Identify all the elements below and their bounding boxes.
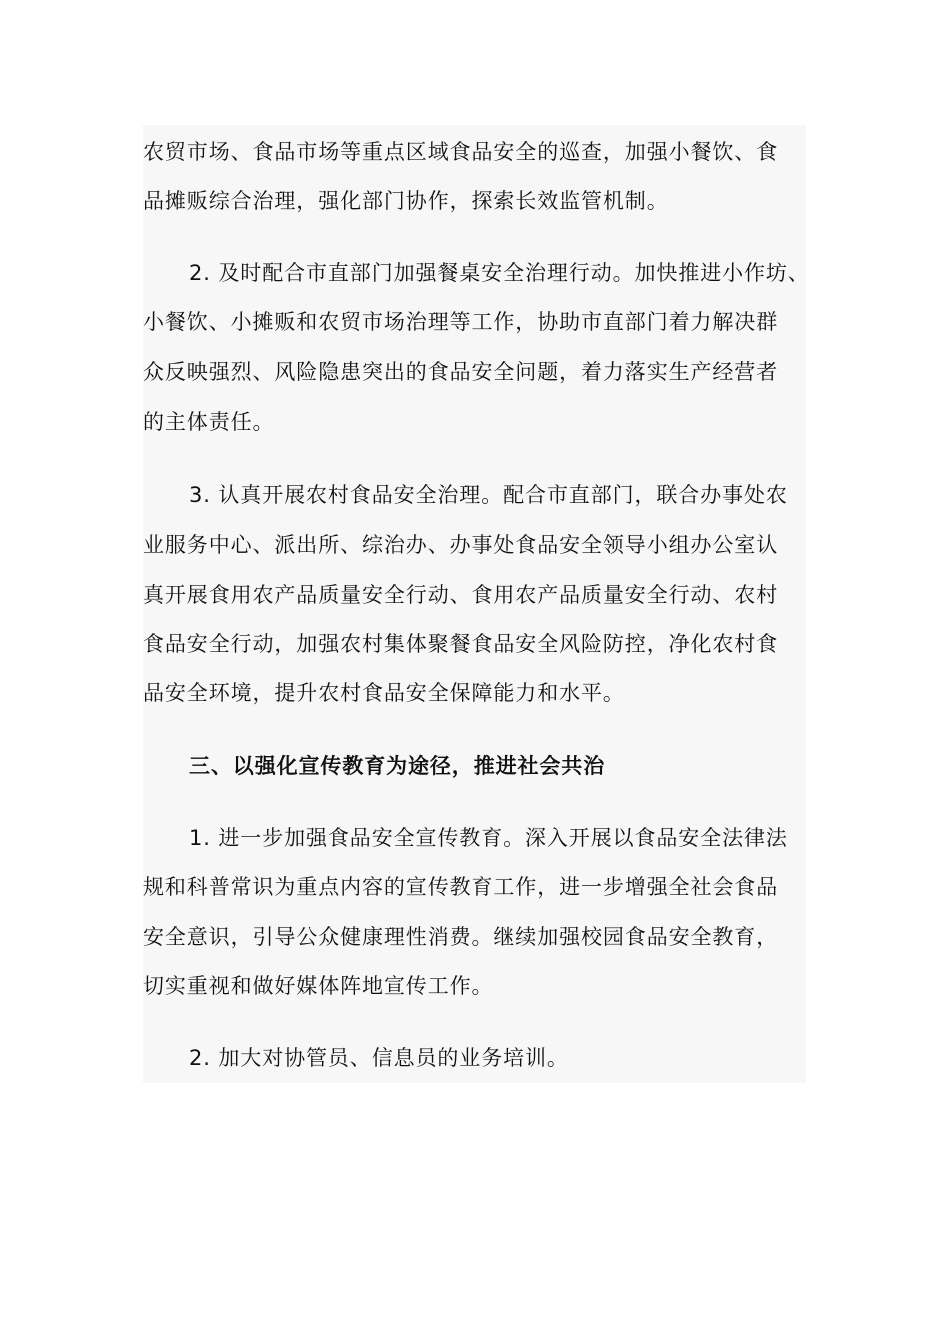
text-line: 3. 认真开展农村食品安全治理。配合市直部门，联合办事处农 — [189, 483, 788, 507]
text-line: 小餐饮、小摊贩和农贸市场治理等工作，协助市直部门着力解决群 — [143, 310, 779, 334]
text-line: 品安全环境，提升农村食品安全保障能力和水平。 — [143, 681, 625, 705]
text-line: 2. 加大对协管员、信息员的业务培训。 — [189, 1046, 569, 1070]
text-line: 业服务中心、派出所、综治办、办事处食品安全领导小组办公室认 — [143, 533, 779, 557]
document-text-block — [143, 125, 810, 1083]
text-line: 农贸市场、食品市场等重点区域食品安全的巡查，加强小餐饮、食 — [143, 140, 779, 164]
text-line: 的主体责任。 — [143, 410, 275, 434]
text-line: 1. 进一步加强食品安全宣传教育。深入开展以食品安全法律法 — [189, 826, 788, 850]
text-line: 规和科普常识为重点内容的宣传教育工作，进一步增强全社会食品 — [143, 875, 779, 899]
text-line: 切实重视和做好媒体阵地宣传工作。 — [143, 974, 494, 998]
text-line: 食品安全行动，加强农村集体聚餐食品安全风险防控，净化农村食 — [143, 632, 779, 656]
text-line: 2. 及时配合市直部门加强餐桌安全治理行动。加快推进小作坊、 — [189, 261, 810, 285]
text-line: 品摊贩综合治理，强化部门协作，探索长效监管机制。 — [143, 189, 669, 213]
text-line: 众反映强烈、风险隐患突出的食品安全问题，着力落实生产经营者 — [143, 360, 779, 384]
text-line: 安全意识，引导公众健康理性消费。继续加强校园食品安全教育， — [143, 925, 779, 949]
text-line: 真开展食用农产品质量安全行动、食用农产品质量安全行动、农村 — [143, 583, 779, 607]
section-heading: 三、以强化宣传教育为途径，推进社会共治 — [189, 754, 606, 778]
